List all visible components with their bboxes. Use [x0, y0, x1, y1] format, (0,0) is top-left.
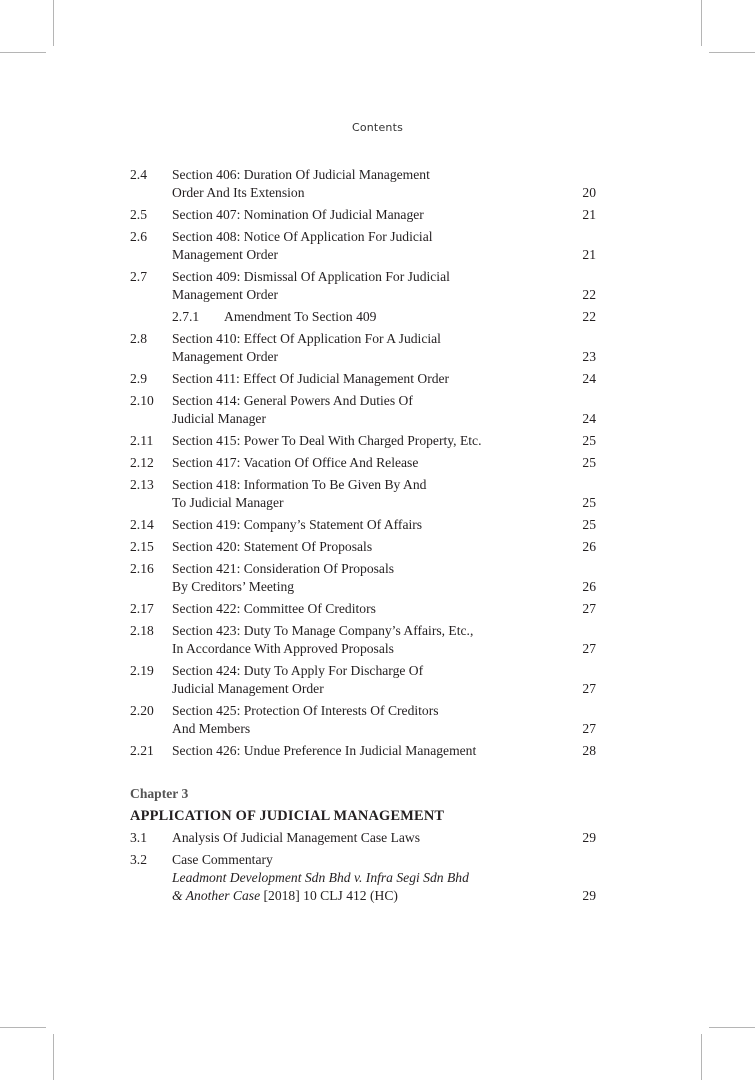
entry-title-line: Section 406: Duration Of Judicial Management	[172, 167, 430, 182]
entry-page-number: 29	[582, 830, 596, 845]
entry-title-line: Management Order	[172, 349, 279, 364]
entry-title-line: Section 418: Information To Be Given By And	[172, 477, 427, 492]
entry-number: 2.13	[130, 477, 154, 492]
entry-number: 2.9	[130, 371, 147, 386]
entry-title-line: Judicial Manager	[172, 411, 266, 426]
entry-page-number: 26	[582, 579, 596, 594]
toc-entry[interactable]	[130, 600, 596, 618]
chapter-title: APPLICATION OF JUDICIAL MANAGEMENT	[130, 808, 445, 824]
crop-mark	[709, 52, 755, 53]
entry-number: 2.5	[130, 207, 147, 222]
toc-entry[interactable]	[130, 330, 596, 366]
entry-page-number: 24	[582, 411, 596, 426]
entry-number: 2.19	[130, 663, 154, 678]
entry-number: 2.20	[130, 703, 154, 718]
entry-title-line: Section 415: Power To Deal With Charged Property, Etc.	[172, 433, 482, 448]
entry-number: 2.12	[130, 455, 154, 470]
entry-page-number: 20	[582, 185, 596, 200]
entry-title	[172, 166, 556, 202]
entry-title-line: Section 411: Effect Of Judicial Management Order	[172, 371, 450, 386]
entry-title-line: Section 421: Consideration Of Proposals	[172, 561, 395, 576]
toc-entry[interactable]	[130, 392, 596, 428]
case-citation: [2018] 10 CLJ 412 (HC)	[260, 888, 398, 903]
toc-entry[interactable]	[130, 370, 596, 388]
toc-entries	[130, 166, 596, 760]
chapter-label: Chapter 3	[130, 786, 189, 801]
entry-number: 2.14	[130, 517, 154, 532]
toc-entry[interactable]	[130, 268, 596, 304]
case-name-line: Leadmont Development Sdn Bhd v. Infra Segi Sdn Bhd	[172, 870, 469, 885]
entry-page-number: 29	[582, 888, 596, 903]
crop-mark	[709, 1027, 755, 1028]
crop-mark	[53, 0, 54, 46]
entry-page-number: 22	[582, 287, 596, 302]
entry-title	[172, 742, 556, 760]
entry-number: 2.17	[130, 601, 154, 616]
entry-page-number: 25	[582, 433, 596, 448]
entry-title-line: Section 422: Committee Of Creditors	[172, 601, 376, 616]
entry-title-line: Management Order	[172, 247, 279, 262]
entry-title-line: Section 408: Notice Of Application For Judicial	[172, 229, 433, 244]
toc-entry[interactable]	[130, 538, 596, 556]
entry-title-line: Section 419: Company’s Statement Of Affairs	[172, 517, 423, 532]
entry-number: 2.11	[130, 433, 154, 448]
entry-page-number: 25	[582, 495, 596, 510]
entry-number: 2.6	[130, 229, 147, 244]
toc-entry[interactable]	[130, 622, 596, 658]
entry-title-line: Judicial Management Order	[172, 681, 324, 696]
entry-number: 2.7	[130, 269, 147, 284]
entry-title	[172, 392, 556, 428]
table-of-contents	[130, 166, 596, 909]
entry-title-line: Section 410: Effect Of Application For A Judicial	[172, 331, 441, 346]
entry-page-number: 27	[582, 641, 596, 656]
crop-mark	[0, 1027, 46, 1028]
entry-page-number: 21	[582, 247, 596, 262]
entry-number: 2.4	[130, 167, 147, 182]
toc-entry[interactable]	[130, 851, 596, 905]
toc-entry[interactable]	[130, 166, 596, 202]
entry-title	[172, 662, 556, 698]
toc-entry[interactable]	[130, 432, 596, 450]
entry-title	[172, 538, 556, 556]
entry-title-line: Order And Its Extension	[172, 185, 305, 200]
entry-number: 3.1	[130, 830, 147, 845]
toc-entry[interactable]	[130, 662, 596, 698]
toc-subentry[interactable]	[172, 308, 596, 326]
entry-title-line: Section 425: Protection Of Interests Of Creditors	[172, 703, 439, 718]
case-citation-line	[172, 887, 556, 905]
entry-title-line: Section 417: Vacation Of Office And Release	[172, 455, 419, 470]
toc-entry[interactable]	[130, 454, 596, 472]
entry-title-line: Amendment To Section 409	[224, 309, 377, 324]
entry-title	[172, 268, 556, 304]
entry-page-number: 22	[582, 309, 596, 324]
entry-title-line: Section 414: General Powers And Duties Of	[172, 393, 413, 408]
entry-number: 2.10	[130, 393, 154, 408]
toc-entry[interactable]	[130, 516, 596, 534]
toc-entry[interactable]	[130, 702, 596, 738]
entry-page-number: 21	[582, 207, 596, 222]
running-head: Contents	[351, 121, 404, 134]
entry-title	[172, 206, 556, 224]
entry-number: 2.8	[130, 331, 147, 346]
entry-title	[172, 454, 556, 472]
entry-number: 2.18	[130, 623, 154, 638]
entry-title-line: And Members	[172, 721, 251, 736]
entry-title-line: Section 420: Statement Of Proposals	[172, 539, 373, 554]
entry-number: 3.2	[130, 852, 147, 867]
entry-title	[172, 702, 556, 738]
entry-title-line: Section 423: Duty To Manage Company’s Affairs, Etc.,	[172, 623, 474, 638]
crop-mark	[0, 52, 46, 53]
entry-number: 2.21	[130, 743, 154, 758]
entry-title-line: In Accordance With Approved Proposals	[172, 641, 394, 656]
entry-title	[172, 228, 556, 264]
entry-page-number: 23	[582, 349, 596, 364]
entry-title	[172, 560, 556, 596]
entry-title-line: Section 424: Duty To Apply For Discharge Of	[172, 663, 424, 678]
entry-number: 2.15	[130, 539, 154, 554]
entry-title	[172, 516, 556, 534]
entry-title	[224, 308, 556, 326]
entry-title-line: Section 407: Nomination Of Judicial Manager	[172, 207, 424, 222]
toc-entry[interactable]	[130, 206, 596, 224]
entry-title-line: Management Order	[172, 287, 279, 302]
entry-page-number: 27	[582, 721, 596, 736]
entry-title-line: By Creditors’ Meeting	[172, 579, 295, 594]
entry-number: 2.7.1	[172, 309, 200, 324]
entry-page-number: 25	[582, 455, 596, 470]
entry-title-line: To Judicial Manager	[172, 495, 284, 510]
entry-title-line: Case Commentary	[172, 852, 273, 867]
entry-title-line: Section 409: Dismissal Of Application For Judicial	[172, 269, 450, 284]
entry-title	[172, 330, 556, 366]
entry-number: 2.16	[130, 561, 154, 576]
crop-mark	[701, 0, 702, 46]
entry-title-line: Section 426: Undue Preference In Judicial Management	[172, 743, 477, 758]
entry-title	[172, 851, 556, 905]
entry-title	[172, 622, 556, 658]
toc-entry[interactable]	[130, 742, 596, 760]
entry-title-line: Analysis Of Judicial Management Case Laws	[172, 830, 421, 845]
toc-entry[interactable]	[130, 476, 596, 512]
crop-mark	[53, 1034, 54, 1080]
entry-page-number: 26	[582, 539, 596, 554]
entry-title	[172, 432, 556, 450]
entry-title	[172, 600, 556, 618]
entry-page-number: 28	[582, 743, 596, 758]
entry-title	[172, 829, 556, 847]
toc-entry[interactable]	[130, 829, 596, 847]
toc-entry[interactable]	[130, 560, 596, 596]
entry-title	[172, 370, 556, 388]
entry-page-number: 24	[582, 371, 596, 386]
toc-entry[interactable]	[130, 228, 596, 264]
entry-title	[172, 476, 556, 512]
entry-page-number: 25	[582, 517, 596, 532]
entry-page-number: 27	[582, 681, 596, 696]
crop-mark	[701, 1034, 702, 1080]
entry-page-number: 27	[582, 601, 596, 616]
case-name-continuation: & Another Case	[172, 888, 261, 903]
